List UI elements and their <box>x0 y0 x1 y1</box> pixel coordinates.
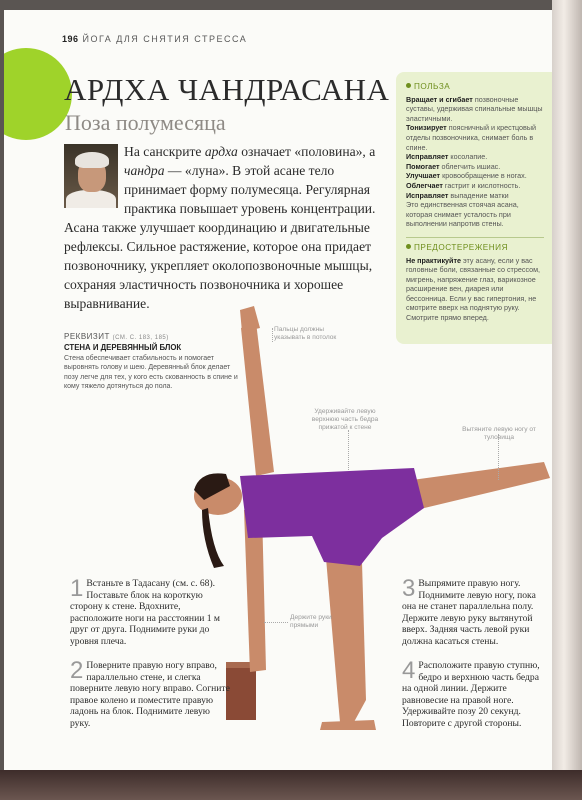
page-number: 196 <box>62 34 79 44</box>
book-page <box>4 10 552 770</box>
step-2: 2 Поверните правую ногу вправо, параллельно стене, и слегка поверните левую ногу вправо. Согните правое колено и поместите правую ладонь на блок. Поднимите левую руку. <box>70 657 230 729</box>
page-edge <box>552 0 582 800</box>
benefits-heading: ПОЛЬЗА <box>406 82 544 92</box>
pose-illustration <box>4 10 552 770</box>
raised-arm <box>241 322 274 476</box>
page-subtitle: Поза полумесяца <box>65 110 226 135</box>
bottom-strip <box>0 770 582 800</box>
note-arm: Держите руки прямыми <box>290 614 332 629</box>
section-name: ЙОГА ДЛЯ СНЯТИЯ СТРЕССА <box>82 34 248 44</box>
note-leg: Вытяните левую ногу от туловища <box>462 426 536 441</box>
leotard <box>240 468 424 566</box>
standing-leg <box>326 558 366 722</box>
caution-heading: ПРЕДОСТЕРЕЖЕНИЯ <box>406 243 544 253</box>
benefits-sidebar: ПОЛЬЗА Вращает и сгибает позвоночные суставы, удерживая спинальные мышцы эластичными. Тонизирует поясничный и крестцовый отделы позвоночника, снимает боль в спине. Исправляет косолапие. Помогает облегчить ишиас. Улучшает кровообращение в ногах. Облегчает гастрит и кислотность. Исправляет выпадение матки Это единственная стоячая асана, которая снимает усталость при выполнении напротив стены. ПРЕДОСТЕРЕЖЕНИЯ Не практикуйте эту асану, если у вас головные боли, связанные со стрессом, мигрень, напряжение глаз, варикозное расширение вен, диарея или бессонница. Если у вас гипертония, не смотрите вверх на поднятую руку. Смотрите прямо вперед. <box>396 72 552 344</box>
page-title: АРДХА ЧАНДРАСАНА <box>64 72 390 107</box>
props-ref: (СМ. С. 183, 185) <box>112 335 169 341</box>
props-heading: РЕКВИЗИТ <box>64 332 110 341</box>
props-text: Стена обеспечивает стабильность и помогает выровнять голову и шею. Деревянный блок делает позу легче для тех, у кого есть скованность в спине и кому тяжело дотянуться до пола. <box>64 355 238 391</box>
step-3: 3 Выпрямите правую ногу. Поднимите левую ногу, пока она не станет параллельна полу. Держите левую руку вытянутой вверх. Задняя часть левой руки должна касаться стены. <box>402 575 536 647</box>
step-1: 1 Встаньте в Тадасану (см. с. 68). Поставьте блок на короткую сторону к стене. Вдохните, расположите ноги на расстоянии 1 м друг от друга. Поднимите руки до уровня плеча. <box>70 575 220 647</box>
caution-block: ПРЕДОСТЕРЕЖЕНИЯ Не практикуйте эту асану, если у вас головные боли, связанные со стрессом, мигрень, напряжение глаз, варикозное расширение вен, диарея или бессонница. Если у вас гипертония, не смотрите вверх на поднятую руку. Смотрите прямо вперед. <box>406 237 544 323</box>
step-4: 4 Расположите правую ступню, бедро и верхнюю часть бедра на одной линии. Держите равновесие на правой ноге. Удерживайте позу 20 секунд. Повторите с другой стороны. <box>402 657 540 729</box>
raised-leg <box>412 462 550 510</box>
note-fingers: Пальцы должны указывать в потолок <box>274 326 337 341</box>
props-subheading: СТЕНА И ДЕРЕВЯННЫЙ БЛОК <box>64 343 182 352</box>
ponytail <box>202 508 224 568</box>
intro-paragraph: На санскрите ардха означает «половина», а чандра — «луна». В этой асане тело принимает форму полумесяца. Регулярная практика повышает уровень концентрации. Асана также улучшает координацию и двигательные рефлексы. Сильное растяжение, которое она придает позвоночнику, укрепляет околопозвоночные мышцы, сохраняя эластичность позвоночника и хорошее выравнивание. <box>64 144 376 311</box>
note-hip: Удерживайте левую верхнюю часть бедра прижатой к стене <box>311 408 379 431</box>
